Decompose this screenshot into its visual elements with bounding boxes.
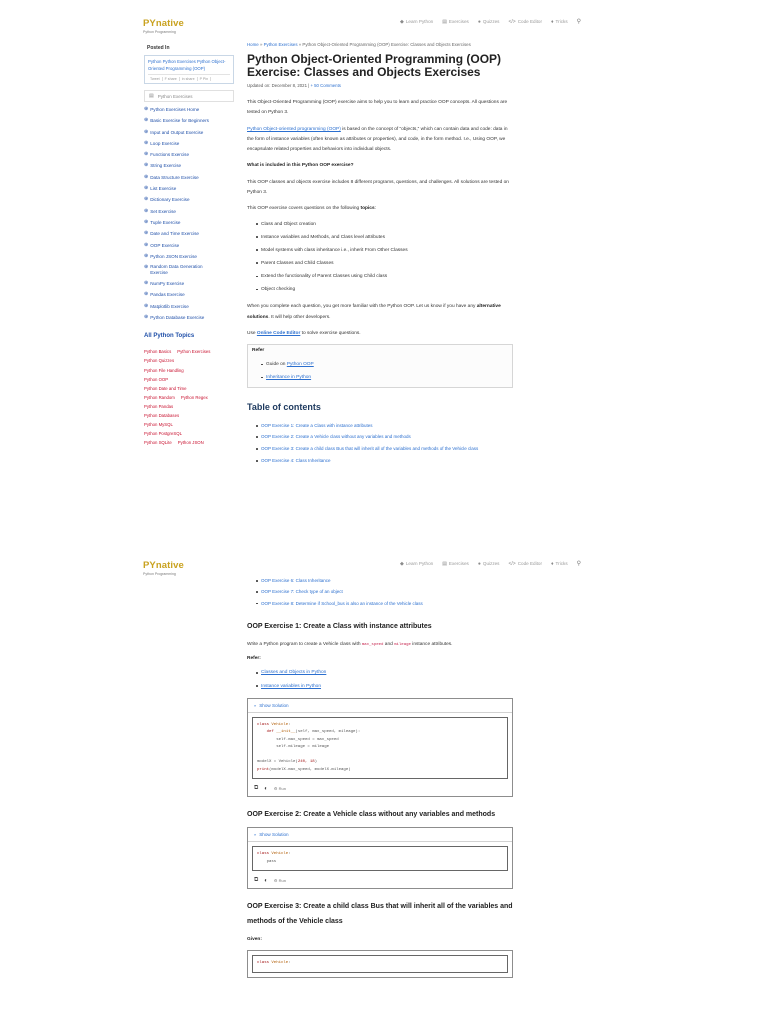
online-code-editor-link[interactable]: Online Code Editor	[256, 330, 301, 336]
sidebar-item[interactable]	[144, 104, 238, 115]
topics-title: All Python Topics	[144, 333, 195, 340]
exercise-3-title: OOP Exercise 3: Create a child class Bus that will inherit all of the variables and methods of the Vehicle class	[247, 903, 513, 926]
code-indent	[257, 745, 276, 749]
code-token: print	[257, 767, 270, 772]
toc-item[interactable]: OOP Exercise 4: Class Inheritance	[256, 455, 515, 466]
sidebar-item-label: Random Data Generation Exercise	[150, 263, 203, 276]
lightbulb-icon: ♦	[550, 18, 554, 25]
code-indent	[257, 738, 276, 742]
complete-paragraph	[247, 302, 515, 323]
nav-learn-python[interactable]	[400, 19, 433, 25]
breadcrumb-exercises[interactable]: Python Exercises	[263, 42, 298, 47]
topics-row	[144, 366, 238, 375]
toc-item[interactable]: OOP Exercise 2: Create a Vehicle class without any variables and methods	[256, 431, 515, 442]
nav-learn-python[interactable]	[400, 561, 433, 567]
nav-label: Tricks	[555, 561, 568, 566]
topics-row	[144, 438, 238, 447]
circle-arrow-icon: ⊕	[144, 241, 149, 248]
nav-exercises[interactable]	[442, 561, 469, 567]
code-indent	[257, 730, 267, 734]
circle-arrow-icon: ⊕	[144, 263, 149, 270]
search-icon[interactable]: ⚲	[576, 561, 582, 567]
python-logo-icon: ◆	[400, 18, 404, 25]
run-button[interactable]: ⚙ Run	[273, 786, 286, 792]
sidebar	[141, 40, 237, 447]
nav-label: Tricks	[555, 19, 568, 24]
circle-arrow-icon: ⊕	[144, 106, 149, 112]
code-token: (modelX.max_speed, modelX.mileage)	[269, 767, 351, 772]
list-item	[256, 680, 515, 693]
sidebar-item[interactable]	[144, 138, 238, 149]
nav-label: Learn Python	[405, 19, 434, 24]
site-logo[interactable]	[143, 556, 184, 577]
topics-row	[144, 347, 238, 356]
sidebar-item-label: Set Exercise	[150, 208, 176, 214]
code-toolbar	[248, 875, 512, 888]
page-title: Python Object-Oriented Programming (OOP) Exercise: Classes and Objects Exercises	[247, 52, 502, 79]
chevron-right-icon: »	[254, 832, 257, 838]
topic-link[interactable]: Python File Handling	[144, 367, 184, 373]
code-token: :	[288, 852, 291, 857]
circle-arrow-icon: ⊕	[144, 196, 149, 203]
inline-code: mileage	[394, 642, 411, 647]
code-token: modelX = Vehicle(	[257, 760, 298, 765]
article-main-scrolled	[247, 575, 515, 978]
sidebar-item[interactable]	[144, 301, 238, 312]
sidebar-item[interactable]	[144, 183, 238, 194]
code-token: )	[314, 760, 318, 765]
code-token: class	[257, 852, 272, 857]
topics-row	[144, 393, 238, 402]
category-links[interactable]: Python Python Exercises Python Object-Oriented Programming (OOP)	[148, 59, 226, 71]
chevron-right-icon: »	[254, 702, 257, 708]
topic-link[interactable]: Python Pandas	[144, 403, 174, 409]
sidebar-item-label: List Exercise	[150, 186, 177, 192]
topic-link[interactable]: Python Databases	[144, 413, 180, 418]
code-token: Vehicle	[271, 722, 289, 727]
posted-in-title: Posted In	[147, 45, 170, 51]
python-logo-icon: ◆	[400, 560, 404, 567]
topics-row	[144, 356, 238, 365]
sidebar-item[interactable]	[144, 251, 238, 262]
nav-tricks[interactable]	[551, 19, 568, 25]
sidebar-item-label: String Exercise	[150, 163, 182, 169]
refer-guide-text: Guide on	[266, 362, 287, 368]
sidebar-item-label: Pandas Exercise	[150, 292, 185, 298]
list-item: Extend the functionality of Parent Classes using Child class	[256, 270, 515, 283]
sidebar-item[interactable]	[144, 278, 238, 289]
covers-paragraph	[247, 204, 515, 214]
table-of-contents	[256, 420, 515, 466]
sidebar-item[interactable]	[144, 149, 238, 160]
show-solution-label: Show Solution	[259, 702, 289, 708]
oop-paragraph-text: is based on the concept of “objects,” which can contain data and code: data in the form of instance variables (often known as attributes or properties), and code, in the form method. I.e., Using OOP, we encapsulate related properties and behaviors into individual objects.	[247, 126, 508, 153]
sidebar-item-label: Input and Output Exercise	[150, 129, 204, 135]
nav-quizzes[interactable]	[478, 561, 500, 567]
complete-bold: alternative solutions	[247, 304, 501, 320]
sidebar-item-label: Basic Exercise for Beginners	[150, 118, 209, 124]
code-token: :	[288, 722, 291, 727]
code-token: 240, 18	[297, 760, 315, 765]
article-main	[247, 41, 515, 466]
sidebar-item[interactable]	[144, 228, 238, 239]
circle-arrow-icon: ⊕	[144, 128, 149, 135]
oop-link[interactable]: Python Object-oriented programming (OOP)	[247, 126, 341, 132]
nav-label: Exercises	[448, 19, 469, 24]
toc-item[interactable]: OOP Exercise 3: Create a child class Bus that will inherit all of the variables and methods of the Vehicle class	[256, 443, 515, 455]
topics-row	[144, 411, 238, 420]
solution-box-3	[247, 950, 513, 978]
share-pinterest[interactable]: P Pin	[198, 77, 212, 81]
toc-item[interactable]: OOP Exercise 8: Determine if School_bus is also an instance of the Vehicle class	[256, 598, 515, 609]
circle-arrow-icon: ⊕	[144, 207, 149, 214]
topic-link[interactable]: Python Regex	[180, 394, 208, 400]
list-item	[252, 358, 508, 371]
posted-in-box	[144, 55, 234, 84]
circle-arrow-icon: ⊕	[144, 252, 149, 259]
sidebar-item-label: Python Database Exercise	[150, 315, 205, 321]
exercise-1-refer	[247, 654, 515, 664]
code-token: :	[288, 961, 291, 966]
share-tweet[interactable]: Tweet	[148, 77, 163, 81]
topic-link[interactable]: Python Random	[144, 394, 175, 400]
topics-row	[144, 420, 238, 429]
share-bar	[148, 74, 230, 81]
widget-title-text: Python Exercises	[157, 93, 193, 99]
list-item: Object checking	[256, 283, 515, 296]
solution-box-2	[247, 827, 513, 889]
breadcrumb-home[interactable]: Home	[247, 42, 259, 47]
circle-arrow-icon: ⊕	[144, 314, 149, 321]
exercise-list	[144, 104, 238, 323]
complete-text: When you complete each question, you get more familiar with the Python OOP. Let us know if you have any	[247, 304, 477, 310]
refer-box	[247, 344, 513, 388]
list-item: Instance variables and Methods, and Class level attributes	[256, 231, 515, 244]
sidebar-item-label: Date and Time Exercise	[150, 231, 199, 237]
search-icon[interactable]: ⚲	[576, 19, 582, 25]
quiz-icon: ●	[477, 560, 481, 567]
ex1-text-end: instance attributes.	[410, 641, 453, 647]
given-label	[247, 935, 515, 945]
theme-toggle-icon[interactable]: ◐	[264, 877, 268, 884]
included-heading	[247, 161, 515, 171]
list-item	[256, 666, 515, 679]
code-token: Vehicle	[271, 852, 289, 857]
topics-row	[144, 375, 238, 384]
circle-arrow-icon: ⊕	[144, 218, 149, 225]
code-toolbar	[248, 783, 512, 796]
nav-label: Learn Python	[405, 561, 434, 566]
code-token: pass	[257, 859, 277, 864]
nav-exercises[interactable]	[442, 19, 469, 25]
nav-label: Code Editor	[517, 19, 542, 24]
run-label: Run	[278, 786, 286, 792]
circle-arrow-icon: ⊕	[144, 162, 149, 169]
covers-text: This OOP exercise covers questions on the following	[247, 206, 361, 212]
nav-tricks[interactable]	[551, 561, 568, 567]
sidebar-item[interactable]	[144, 172, 238, 183]
included-heading-text: What is included in this Python OOP exercise?	[247, 163, 354, 169]
copy-icon[interactable]: ⧉	[254, 877, 259, 884]
sidebar-item[interactable]	[144, 217, 238, 228]
python-oop-link[interactable]: Python OOP	[286, 362, 314, 368]
theme-toggle-icon[interactable]: ◐	[264, 785, 268, 792]
list-item	[252, 371, 508, 384]
topic-link[interactable]: Python Quizzes	[144, 358, 175, 364]
inline-code: max_speed	[361, 642, 384, 647]
exercise-2-title: OOP Exercise 2: Create a Vehicle class without any variables and methods	[247, 811, 496, 819]
sidebar-item[interactable]	[144, 127, 238, 138]
toc-item[interactable]: OOP Exercise 1: Create a Class with instance attributes	[256, 420, 515, 431]
code-token: self.mileage = mileage	[276, 745, 330, 750]
code-token: self.max_speed = max_speed	[276, 737, 339, 742]
nav-label: Exercises	[448, 561, 469, 566]
circle-arrow-icon: ⊕	[144, 185, 149, 192]
topic-link[interactable]: Python MySQL	[144, 422, 173, 428]
sidebar-item[interactable]	[144, 262, 238, 278]
code-block-2[interactable]	[252, 846, 508, 871]
use-text-end: to solve exercise questions.	[300, 330, 361, 336]
sidebar-item[interactable]	[144, 289, 238, 300]
list-item: Model systems with class inheritance i.e., inherit From Other Classes	[256, 244, 515, 257]
circle-arrow-icon: ⊕	[144, 230, 149, 237]
table-of-contents-cont	[256, 575, 515, 609]
lightbulb-icon: ♦	[550, 560, 554, 567]
main-nav	[400, 18, 581, 25]
exercise-1-links	[256, 666, 515, 692]
sidebar-item-label: Python Exercises Home	[150, 107, 200, 112]
topic-link[interactable]: Python OOP	[144, 376, 169, 382]
site-header	[0, 14, 768, 44]
topic-link[interactable]: Python Date and Time	[144, 385, 187, 391]
sidebar-item-label: Dictionary Exercise	[150, 197, 190, 203]
topic-link[interactable]: Python Exercises	[177, 349, 211, 355]
exercise-1-text	[247, 640, 515, 650]
covers-end: :	[374, 206, 376, 212]
code-token: __init__	[276, 730, 296, 735]
post-meta	[247, 83, 515, 88]
nav-label: Quizzes	[482, 19, 500, 24]
toc-item[interactable]: OOP Exercise 7: Check type of an object	[256, 586, 515, 597]
oop-paragraph	[247, 125, 515, 156]
show-solution-toggle[interactable]	[248, 828, 512, 842]
intro-paragraph: This Object-Oriented Programming (OOP) exercise aims to help you to learn and practice OOP concepts. All questions are tested on Python 3.	[247, 100, 508, 116]
sidebar-item[interactable]	[144, 312, 238, 323]
updated-date: Updated on: December 8, 2021 |	[247, 83, 311, 88]
list-item: Parent Classes and Child Classes	[256, 257, 515, 270]
quiz-icon: ●	[477, 18, 481, 25]
nav-label: Quizzes	[482, 561, 500, 566]
sidebar-item-label: Tuple Exercise	[150, 219, 181, 225]
show-solution-label: Show Solution	[259, 832, 289, 838]
inheritance-link[interactable]: Inheritance in Python	[266, 375, 312, 381]
sidebar-item[interactable]	[144, 160, 238, 171]
sidebar-item[interactable]	[144, 206, 238, 217]
exercises-widget-title	[144, 90, 234, 102]
comments-link[interactable]: + 50 Comments	[310, 83, 341, 88]
breadcrumb	[247, 41, 515, 49]
breadcrumb-sep: »	[258, 42, 264, 47]
share-facebook[interactable]: F share	[163, 77, 180, 81]
instance-variables-link[interactable]: Instance variables in Python	[261, 683, 321, 689]
exercise-1-title: OOP Exercise 1: Create a Class with instance attributes	[247, 622, 432, 630]
topics-row	[144, 402, 238, 411]
nav-code-editor[interactable]	[508, 19, 542, 25]
logo-tagline: Python Programming	[143, 30, 176, 34]
sidebar-item-label: Functions Exercise	[150, 152, 190, 158]
classes-objects-link[interactable]: Classes and Objects in Python	[261, 670, 327, 676]
ex1-text-and: and	[383, 641, 395, 647]
circle-arrow-icon: ⊕	[144, 117, 149, 124]
circle-arrow-icon: ⊕	[144, 291, 149, 298]
circle-arrow-icon: ⊕	[144, 302, 149, 309]
covers-bold: topics	[360, 206, 375, 212]
show-solution-toggle[interactable]	[248, 699, 512, 713]
code-token: class	[257, 722, 272, 727]
code-block-3[interactable]	[252, 955, 508, 973]
main-nav	[400, 560, 581, 567]
nav-code-editor[interactable]	[508, 561, 542, 567]
exercises-icon: ▤	[149, 93, 154, 99]
use-editor-paragraph	[247, 329, 515, 339]
code-block-1[interactable]	[252, 717, 508, 780]
toc-title: Table of contents	[247, 402, 321, 413]
breadcrumb-current: » Python Object-Oriented Programming (OOP) Exercise: Classes and Objects Exercises	[297, 42, 471, 47]
ex1-text: Write a Python program to create a Vehicle class with	[247, 641, 362, 647]
circle-arrow-icon: ⊕	[144, 139, 149, 146]
circle-arrow-icon: ⊕	[144, 280, 149, 287]
site-logo[interactable]	[143, 14, 184, 35]
sidebar-item[interactable]	[144, 115, 238, 126]
list-item: Class and Object creation	[256, 218, 515, 231]
logo-text: PYnative	[143, 18, 184, 29]
included-paragraph: This OOP classes and objects exercise includes 8 different programs, questions, and challenges. All solutions are tested on Python 3.	[247, 179, 509, 196]
refer-title: Refer	[252, 348, 265, 354]
code-token: class	[257, 961, 272, 966]
sidebar-item-label: Matplotlib Exercise	[150, 303, 189, 309]
topic-link[interactable]: Python PostgreSQL	[144, 431, 182, 437]
code-token: def	[266, 730, 277, 735]
topics-list	[144, 347, 238, 447]
circle-arrow-icon: ⊕	[144, 173, 149, 180]
run-button[interactable]: ⚙ Run	[273, 878, 286, 884]
topic-link[interactable]: Python JSON	[177, 440, 204, 446]
topics-bullet-list	[256, 218, 515, 297]
sidebar-item-label: Data Structure Exercise	[150, 174, 199, 180]
topic-link[interactable]: Python SQLite	[144, 440, 172, 446]
topic-link[interactable]: Python Basics	[144, 349, 172, 355]
code-icon: </>	[508, 560, 516, 567]
nav-label: Code Editor	[517, 561, 542, 566]
sidebar-item-label: NumPy Exercise	[150, 281, 185, 287]
toc-item[interactable]: OOP Exercise 6: Class Inheritance	[256, 575, 515, 586]
logo-tagline: Python Programming	[143, 572, 176, 576]
sidebar-item-label: Loop Exercise	[150, 140, 180, 146]
code-token: Vehicle	[271, 961, 289, 966]
complete-text-end: . It will help other developers.	[268, 314, 331, 320]
sidebar-item-label: OOP Exercise	[150, 242, 180, 248]
code-token: (self, max_speed, mileage):	[295, 730, 361, 735]
logo-text: PYnative	[143, 560, 184, 571]
sidebar-item[interactable]	[144, 240, 238, 251]
refer-label: Refer:	[247, 656, 261, 662]
share-linkedin[interactable]: in share	[180, 77, 198, 81]
circle-arrow-icon: ⊕	[144, 151, 149, 158]
sidebar-item[interactable]	[144, 194, 238, 205]
given-text: Given:	[247, 937, 262, 943]
use-text: Use	[247, 330, 257, 336]
code-icon: </>	[508, 18, 516, 25]
nav-quizzes[interactable]	[478, 19, 500, 25]
topics-row	[144, 384, 238, 393]
solution-box-1	[247, 698, 513, 798]
exercises-icon: ▤	[442, 18, 447, 25]
copy-icon[interactable]: ⧉	[254, 785, 259, 792]
exercises-icon: ▤	[442, 560, 447, 567]
run-label: Run	[278, 878, 286, 884]
sidebar-item-label: Python JSON Exercise	[150, 253, 197, 259]
topics-row	[144, 429, 238, 438]
